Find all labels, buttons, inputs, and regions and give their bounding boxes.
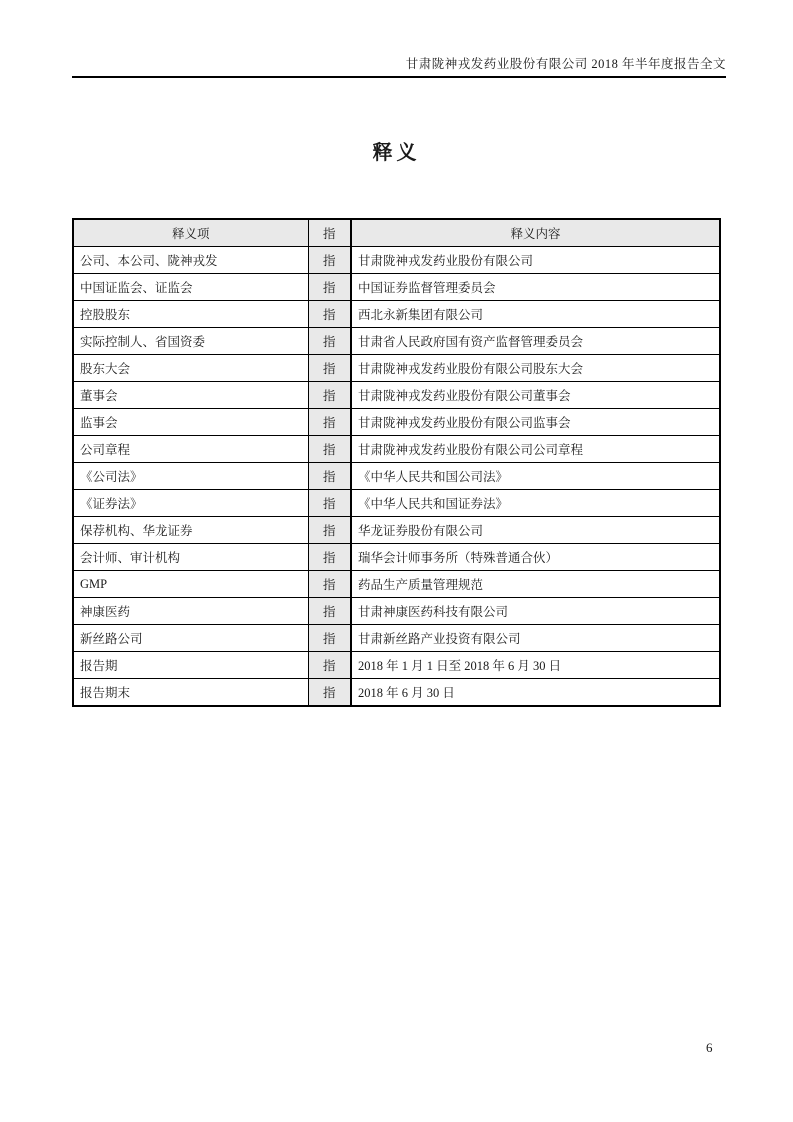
definitions-table: [72, 218, 721, 707]
table-row: [73, 490, 720, 517]
zhi-cell: 指: [308, 598, 351, 625]
definition-cell: 2018 年 6 月 30 日: [351, 679, 720, 707]
term-cell: 监事会: [73, 409, 308, 436]
zhi-cell: 指: [308, 490, 351, 517]
definition-cell: 瑞华会计师事务所（特殊普通合伙）: [351, 544, 720, 571]
page-title: 释义: [372, 142, 421, 164]
term-cell: 神康医药: [73, 598, 308, 625]
term-cell: 保荐机构、华龙证券: [73, 517, 308, 544]
definitions-body: [73, 247, 720, 707]
column-header-zhi: 指: [308, 219, 351, 247]
term-cell: 股东大会: [73, 355, 308, 382]
term-cell: 报告期: [73, 652, 308, 679]
term-cell: 公司、本公司、陇神戎发: [73, 247, 308, 274]
zhi-cell: 指: [308, 679, 351, 707]
term-cell: 中国证监会、证监会: [73, 274, 308, 301]
term-cell: 公司章程: [73, 436, 308, 463]
table-row: [73, 463, 720, 490]
page-number: 6: [706, 1040, 713, 1055]
table-row: [73, 571, 720, 598]
zhi-cell: 指: [308, 382, 351, 409]
definition-cell: 甘肃陇神戎发药业股份有限公司公司章程: [351, 436, 720, 463]
definition-cell: 甘肃陇神戎发药业股份有限公司监事会: [351, 409, 720, 436]
table-row: [73, 544, 720, 571]
table-row: [73, 517, 720, 544]
table-row: [73, 274, 720, 301]
definition-cell: 甘肃省人民政府国有资产监督管理委员会: [351, 328, 720, 355]
table-row: [73, 652, 720, 679]
term-cell: 《公司法》: [73, 463, 308, 490]
definition-cell: 西北永新集团有限公司: [351, 301, 720, 328]
zhi-cell: 指: [308, 301, 351, 328]
table-header-row: [73, 219, 720, 247]
zhi-cell: 指: [308, 463, 351, 490]
table-row: [73, 625, 720, 652]
zhi-cell: 指: [308, 625, 351, 652]
term-cell: 《证券法》: [73, 490, 308, 517]
table-row: [73, 436, 720, 463]
column-header-definition: 释义内容: [351, 219, 720, 247]
table-row: [73, 409, 720, 436]
term-cell: 报告期末: [73, 679, 308, 707]
table-row: [73, 247, 720, 274]
term-cell: 董事会: [73, 382, 308, 409]
column-header-term: 释义项: [73, 219, 308, 247]
zhi-cell: 指: [308, 652, 351, 679]
definition-cell: 甘肃陇神戎发药业股份有限公司: [351, 247, 720, 274]
definition-cell: 甘肃神康医药科技有限公司: [351, 598, 720, 625]
zhi-cell: 指: [308, 274, 351, 301]
term-cell: 控股股东: [73, 301, 308, 328]
definition-cell: 中国证券监督管理委员会: [351, 274, 720, 301]
report-header: 甘肃陇神戎发药业股份有限公司 2018 年半年度报告全文: [72, 54, 726, 78]
definition-cell: 甘肃陇神戎发药业股份有限公司股东大会: [351, 355, 720, 382]
term-cell: 实际控制人、省国资委: [73, 328, 308, 355]
zhi-cell: 指: [308, 409, 351, 436]
definition-cell: 2018 年 1 月 1 日至 2018 年 6 月 30 日: [351, 652, 720, 679]
table-row: [73, 355, 720, 382]
zhi-cell: 指: [308, 544, 351, 571]
zhi-cell: 指: [308, 355, 351, 382]
table-row: [73, 301, 720, 328]
definition-cell: 《中华人民共和国证券法》: [351, 490, 720, 517]
zhi-cell: 指: [308, 328, 351, 355]
table-row: [73, 679, 720, 707]
zhi-cell: 指: [308, 571, 351, 598]
term-cell: 新丝路公司: [73, 625, 308, 652]
zhi-cell: 指: [308, 436, 351, 463]
definition-cell: 药品生产质量管理规范: [351, 571, 720, 598]
definition-cell: 甘肃陇神戎发药业股份有限公司董事会: [351, 382, 720, 409]
term-cell: 会计师、审计机构: [73, 544, 308, 571]
zhi-cell: 指: [308, 247, 351, 274]
table-row: [73, 382, 720, 409]
table-row: [73, 598, 720, 625]
definition-cell: 华龙证券股份有限公司: [351, 517, 720, 544]
definition-cell: 甘肃新丝路产业投资有限公司: [351, 625, 720, 652]
zhi-cell: 指: [308, 517, 351, 544]
definition-cell: 《中华人民共和国公司法》: [351, 463, 720, 490]
term-cell: GMP: [73, 571, 308, 598]
table-row: [73, 328, 720, 355]
